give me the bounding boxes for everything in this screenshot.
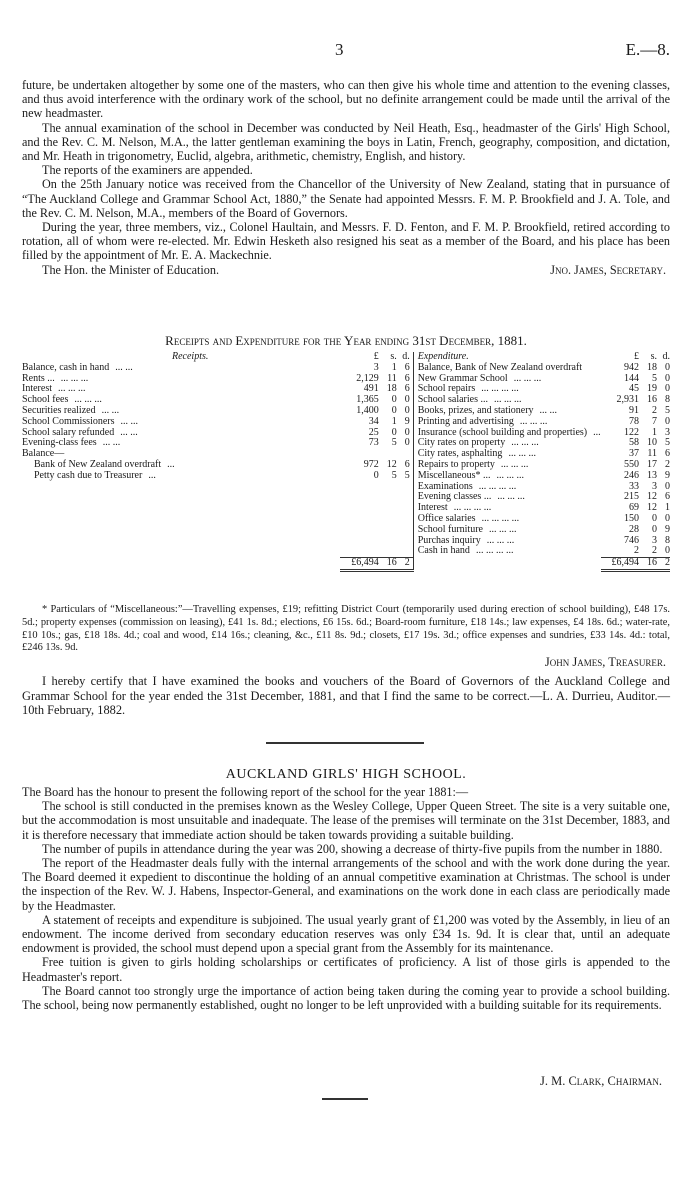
- paragraph: On the 25th January notice was received from the Chancellor of the University of New Zealand, stating that in pursuance of “The Auckland College and Grammar School Act, 1880,” the Senate had appointed Messrs. F. M. P. Brookfield and J. A. Tole, and the Rev. C. M. Nelson, M.A., members of the Board of Governors.: [22, 177, 670, 220]
- amount-pence: 0: [404, 426, 410, 438]
- amount-shillings: 12: [386, 458, 397, 470]
- amount-shillings: 0: [391, 394, 397, 406]
- expenditure-label: Printing and advertising: [417, 415, 514, 427]
- document-reference: E.—8.: [625, 40, 670, 59]
- account-row: [22, 363, 670, 374]
- amount-pounds: 150: [624, 512, 639, 524]
- paragraph: A statement of receipts and expenditure is subjoined. The usual yearly grant of £1,200 was voted by the Assembly, in lieu of an endowment. The income derived from secondary education reserves was only £34 1s. 9d. It is clear that, until an adequate endowment is provided, the school must depend upon a special grant from the Assembly for its maintenance.: [22, 912, 670, 956]
- amount-shillings: 18: [386, 383, 397, 395]
- amount-pounds: 2: [634, 545, 639, 557]
- amount-pence: 0: [404, 394, 410, 406]
- amount-pounds: 1,365: [356, 394, 379, 406]
- account-row: [22, 503, 670, 514]
- leader-dots: ... ... ...: [513, 372, 542, 384]
- auditor-certification: I hereby certify that I have examined the books and vouchers of the Board of Governors of the Auckland College and Grammar School for the year ended the 31st December, 1881, and that I find the same to be correct.—L. A. Durrieu, Auditor.—10th February, 1882.: [22, 674, 670, 717]
- account-row: [22, 384, 670, 395]
- amount-shillings: 11: [387, 372, 397, 384]
- expenditure-label: Office salaries: [417, 512, 476, 524]
- expenditure-label: City rates, asphalting: [417, 448, 503, 460]
- expenditure-heading: Expenditure.: [417, 351, 469, 362]
- amount-pence: 0: [665, 361, 670, 373]
- amount-pounds: £6,494: [611, 557, 639, 569]
- receipt-label: Rents ...: [22, 372, 55, 384]
- account-row: [22, 525, 670, 536]
- girls-school-report: [22, 785, 670, 1012]
- amount-pounds: 25: [368, 426, 379, 438]
- amount-pence: 8: [665, 534, 670, 546]
- leader-dots: ... ... ... ...: [481, 383, 519, 395]
- expenditure-label: Miscellaneous* ...: [417, 469, 491, 481]
- currency-pence-heading: d.: [402, 351, 410, 362]
- amount-pounds: 246: [624, 469, 639, 481]
- currency-shillings-heading: s.: [390, 351, 397, 362]
- leader-dots: ... ... ...: [60, 372, 89, 384]
- leader-dots: ... ... ...: [497, 491, 525, 503]
- receipt-label: Balance, cash in hand: [22, 361, 110, 373]
- paragraph: Free tuition is given to girls holding scholarships or certificates of proficiency. A list of those girls is appended to the Headmaster's report.: [22, 955, 670, 984]
- paragraph: The Board has the honour to present the following report of the school for the year 1881:—: [22, 785, 469, 799]
- amount-pence: 6: [404, 372, 410, 384]
- expenditure-label: Evening classes ...: [417, 491, 492, 503]
- leader-dots: ...: [167, 458, 175, 470]
- account-row: [22, 374, 670, 385]
- expenditure-label: Insurance (school building and properties): [417, 426, 588, 438]
- amount-shillings: 7: [652, 415, 657, 427]
- secretary-signature: Jno. James, Secretary.: [550, 262, 666, 277]
- accounts-table: [22, 352, 670, 572]
- amount-shillings: 0: [652, 523, 657, 535]
- amount-pence: 9: [404, 415, 410, 427]
- amount-shillings: 16: [647, 394, 657, 406]
- leader-dots: ... ...: [120, 426, 138, 438]
- leader-dots: ... ...: [539, 404, 558, 416]
- amount-pence: 0: [404, 437, 410, 449]
- expenditure-label: School salaries ...: [417, 394, 488, 406]
- amount-pounds: 69: [629, 502, 639, 514]
- amount-pence: 0: [665, 512, 670, 524]
- amount-shillings: 2: [652, 404, 657, 416]
- amount-shillings: 1: [391, 415, 397, 427]
- amount-shillings: 0: [391, 426, 397, 438]
- paragraph: The number of pupils in attendance during the year was 200, showing a decrease of thirty-five pupils from the number in 1880.: [42, 841, 663, 856]
- leader-dots: ... ...: [101, 404, 120, 416]
- receipt-label: Petty cash due to Treasurer: [34, 469, 143, 481]
- amount-shillings: 0: [391, 404, 397, 416]
- amount-pounds: 45: [629, 383, 639, 395]
- amount-shillings: 11: [647, 448, 657, 460]
- leader-dots: ... ... ...: [511, 437, 539, 449]
- amount-pounds: 73: [368, 437, 379, 449]
- expenditure-label: Books, prizes, and stationery: [417, 404, 534, 416]
- amount-pence: 1: [665, 502, 670, 514]
- receipt-label: Securities realized: [22, 404, 96, 416]
- receipts-heading: Receipts.: [172, 351, 209, 362]
- treasurer-signature: John James, Treasurer.: [544, 655, 666, 669]
- amount-pence: 8: [665, 394, 670, 406]
- intro-signoff: [22, 263, 670, 277]
- receipt-label: Balance—: [22, 448, 65, 460]
- leader-dots: ... ...: [102, 437, 121, 449]
- leader-dots: ... ... ...: [519, 415, 548, 427]
- chairman-signature: J. M. Clark, Chairman.: [539, 1074, 662, 1088]
- leader-dots: ... ... ... ...: [475, 545, 514, 557]
- amount-shillings: 12: [647, 491, 657, 503]
- amount-pounds: 3: [373, 361, 379, 373]
- amount-pounds: 2,931: [616, 394, 639, 406]
- amount-pence: 6: [404, 361, 410, 373]
- amount-pounds: 58: [629, 437, 639, 449]
- currency-pounds-heading: £: [373, 351, 379, 362]
- amount-shillings: 10: [647, 437, 657, 449]
- expenditure-label: Balance, Bank of New Zealand overdraft: [417, 361, 583, 373]
- paragraph: The annual examination of the school in December was conducted by Neil Heath, Esq., headmaster of the Girls' High School, and the Rev. C. M. Nelson, M.A., the latter gentleman examining the boys in Latin, French, geography, composition, and dictation, and Mr. Heath in trigonometry, Euclid, algebra, arithmetic, chemistry, English, and history.: [22, 120, 670, 164]
- leader-dots: ... ... ... ...: [478, 480, 517, 492]
- amount-pence: 3: [665, 426, 670, 438]
- totals-row: [22, 558, 670, 571]
- currency-pence-heading: d.: [662, 351, 670, 362]
- expenditure-label: New Grammar School: [417, 372, 508, 384]
- amount-pence: 0: [404, 404, 410, 416]
- amount-pounds: 2,129: [356, 372, 379, 384]
- leader-dots: ... ... ...: [493, 394, 522, 406]
- amount-shillings: 16: [647, 557, 657, 569]
- amount-pence: 2: [665, 557, 670, 569]
- paragraph: The school is still conducted in the premises known as the Wesley College, Upper Queen Street. The site is a very suitable one, but the accommodation is most unsuitable and inadequate. The lease of the premises will terminate on the 31st December, 1883, and it is therefore necessary that immediate action should be taken towards providing a suitable building.: [22, 799, 670, 842]
- amount-pounds: 144: [624, 372, 639, 384]
- amount-pounds: 28: [629, 523, 639, 535]
- amount-shillings: 1: [652, 426, 657, 438]
- account-row: [22, 492, 670, 503]
- amount-shillings: 5: [652, 372, 657, 384]
- account-row: [22, 438, 670, 449]
- amount-pounds: 78: [629, 415, 639, 427]
- paragraph: The reports of the examiners are appended.: [42, 163, 253, 178]
- receipt-label: Bank of New Zealand overdraft: [34, 458, 162, 470]
- amount-shillings: 3: [652, 534, 657, 546]
- amount-shillings: 19: [647, 383, 657, 395]
- expenditure-label: School furniture: [417, 523, 483, 535]
- amount-shillings: 1: [391, 361, 397, 373]
- section-heading: AUCKLAND GIRLS' HIGH SCHOOL.: [225, 767, 467, 782]
- amount-pence: 2: [404, 557, 410, 569]
- amount-shillings: 18: [647, 361, 657, 373]
- leader-dots: ... ... ...: [488, 523, 517, 535]
- receipt-label: School salary refunded: [22, 426, 115, 438]
- miscellaneous-footnote: * Particulars of “Miscellaneous:”—Travelling expenses, £19; refitting District Court (temporarily used during erection of school building), £48 17s. 5d.; property expenses (commission on leasing), £41 1s. 8d.; elections, £6 15s. 6d.; Board-room furniture, £18 14s.; law expenses, £4 18s. 6d.; water-rate, £10 10s.; gas, £18 18s. 4d.; coal and wood, £14 16s.; cleaning, &c., £11 8s. 9d.; closets, £17 19s. 3d.; office expenses and sundries, £33 14s. 4d.: total, £246 13s. 9d.: [22, 604, 670, 654]
- leader-dots: ... ... ...: [500, 458, 529, 470]
- paragraph: During the year, three members, viz., Colonel Haultain, and Messrs. F. D. Fenton, and F. M. P. Brookfield, retired according to rotation, all of whom were re-elected. Mr. Edwin Hesketh also resigned his seat as a member of the Board, and his place has been filled by the appointment of Mr. E. A. Mackechnie.: [22, 220, 670, 263]
- amount-pence: 6: [665, 491, 670, 503]
- currency-shillings-heading: s.: [650, 351, 657, 362]
- paragraph: The report of the Headmaster deals fully with the internal arrangements of the school and with the work done during the year. The Board deemed it expedient to discontinue the holding of an annual competitive examination at Christmas. The school is under the inspection of the Rev. W. J. Habens, Inspector-General, and examinations on the work done in each class are periodically made by the Headmaster.: [22, 856, 670, 913]
- amount-shillings: 13: [647, 469, 657, 481]
- leader-dots: ... ... ...: [496, 469, 524, 481]
- amount-pounds: 491: [363, 383, 379, 395]
- amount-pence: 6: [404, 458, 410, 470]
- account-row: [22, 546, 670, 557]
- amount-pounds: 33: [629, 480, 639, 492]
- amount-shillings: 0: [652, 512, 657, 524]
- amount-pounds: 91: [629, 404, 639, 416]
- amount-shillings: 5: [391, 437, 397, 449]
- leader-dots: ... ... ... ...: [453, 502, 492, 514]
- leader-dots: ... ... ...: [486, 534, 515, 546]
- accounts-title: Receipts and Expenditure for the Year ending 31st December, 1881.: [165, 333, 527, 348]
- amount-shillings: 3: [652, 480, 657, 492]
- expenditure-label: Examinations: [417, 480, 473, 492]
- currency-pounds-heading: £: [634, 351, 639, 362]
- intro-section: [22, 78, 670, 277]
- amount-pence: 6: [404, 383, 410, 395]
- expenditure-label: Cash in hand: [417, 545, 470, 557]
- amount-shillings: 16: [386, 557, 397, 569]
- leader-dots: ... ... ...: [74, 394, 102, 406]
- leader-dots: ... ... ... ...: [481, 512, 520, 524]
- page-header: [22, 40, 670, 60]
- receipt-label: Evening-class fees: [22, 437, 97, 449]
- leader-dots: ... ...: [115, 361, 133, 373]
- account-row: [22, 514, 670, 525]
- expenditure-label: Interest: [417, 502, 448, 514]
- section-divider: [266, 742, 424, 744]
- amount-pounds: £6,494: [351, 557, 379, 569]
- account-row: [22, 482, 670, 493]
- amount-pence: 5: [665, 437, 670, 449]
- receipt-label: School Commissioners: [22, 415, 115, 427]
- addressee: The Hon. the Minister of Education.: [42, 262, 220, 277]
- amount-pounds: 37: [629, 448, 639, 460]
- amount-pounds: 942: [624, 361, 639, 373]
- amount-pence: 2: [665, 458, 670, 470]
- amount-pounds: 122: [624, 426, 639, 438]
- amount-pence: 5: [404, 469, 410, 481]
- expenditure-label: School repairs: [417, 383, 476, 395]
- amount-pence: 0: [665, 480, 670, 492]
- paragraph: future, be undertaken altogether by some one of the masters, who can then give his whole time and attention to the evening classes, and thus avoid interference with the ordinary work of the school, but no definite arrangement could be made until the arrival of the new headmaster.: [22, 78, 670, 121]
- page-number: 3: [335, 40, 344, 59]
- expenditure-label: Purchas inquiry: [417, 534, 481, 546]
- amount-pence: 0: [665, 415, 670, 427]
- leader-dots: ... ... ...: [508, 448, 536, 460]
- expenditure-label: Repairs to property: [417, 458, 495, 470]
- amount-shillings: 2: [652, 545, 657, 557]
- amount-pounds: 550: [624, 458, 639, 470]
- amount-pounds: 215: [624, 491, 639, 503]
- amount-shillings: 12: [647, 502, 657, 514]
- amount-pence: 0: [665, 545, 670, 557]
- account-row: [22, 536, 670, 547]
- receipt-label: Interest: [22, 383, 52, 395]
- amount-pence: 6: [665, 448, 670, 460]
- receipt-label: School fees: [22, 394, 69, 406]
- amount-pounds: 0: [373, 469, 379, 481]
- amount-pounds: 746: [624, 534, 639, 546]
- leader-dots: ...: [593, 426, 601, 438]
- paragraph: The Board cannot too strongly urge the importance of action being taken during the coming year to provide a school building. The school, being now permanently established, ought no longer to be left unprovided with a building suitable for its requirements.: [22, 983, 670, 1013]
- amount-shillings: 5: [391, 469, 397, 481]
- leader-dots: ...: [148, 469, 156, 481]
- amount-pence: 5: [665, 404, 670, 416]
- account-row: [22, 395, 670, 406]
- amount-pounds: 1,400: [356, 404, 379, 416]
- expenditure-label: City rates on property: [417, 437, 506, 449]
- amount-pence: 9: [665, 469, 670, 481]
- end-divider: [322, 1098, 368, 1100]
- account-row: [22, 471, 670, 482]
- amount-pence: 9: [665, 523, 670, 535]
- amount-pounds: 34: [368, 415, 379, 427]
- amount-pence: 0: [665, 383, 670, 395]
- amount-pence: 0: [665, 372, 670, 384]
- leader-dots: ... ... ...: [58, 383, 86, 395]
- leader-dots: ... ...: [120, 415, 139, 427]
- amount-pounds: 972: [363, 458, 379, 470]
- amount-shillings: 17: [647, 458, 657, 470]
